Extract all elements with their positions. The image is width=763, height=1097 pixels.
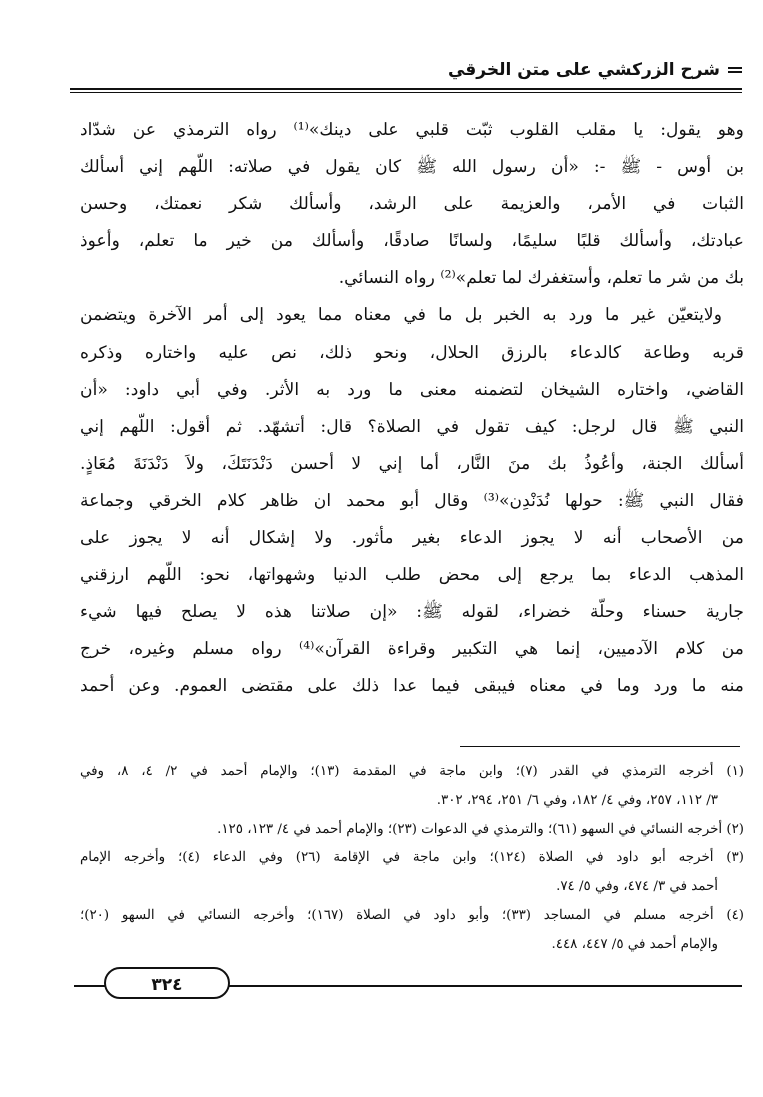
footnote-line: (٣) أخرجه أبو داود في الصلاة (١٢٤)؛ وابن ماجة في الإقامة (٢٦) وفي الدعاء (٤)؛ وأخرجه الإمام [80, 850, 744, 866]
footnote-line: (٤) أخرجه مسلم في المساجد (٣٣)؛ وأبو داود في الصلاة (١٦٧)؛ وأخرجه النسائي في السهو (٢٠)؛ [80, 907, 744, 923]
footnote-3 [80, 844, 744, 902]
text-line: المذهب الدعاء بما يرجع إلى محض طلب الدنيا وشهواتها، نحو: اللّهم ارزقني [80, 565, 744, 586]
text-line: من الأصحاب أنه لا يجوز الدعاء بغير مأثور. ولا إشكال أنه لا يجوز على [80, 528, 744, 549]
footnote-line: (١) أخرجه الترمذي في القدر (٧)؛ وابن ماجة في المقدمة (١٣)؛ والإمام أحمد في ٢/ ٤، ٨، وفي [80, 764, 744, 779]
footnote-separator [460, 746, 740, 747]
text-line: ولايتعيّن غير ما ورد به الخبر بل ما في معناه مما يعود إلى أمر الآخرة ويتضمن [80, 305, 722, 326]
text-line: بك من شر ما تعلم، وأستغفرك لما تعلم»⁽²⁾ رواه النسائي. [338, 268, 744, 289]
header-title: شرح الزركشي على متن الخرقي [447, 60, 720, 80]
text-line: من كلام الآدميين، إنما هي التكبير وقراءة القرآن»⁽⁴⁾ رواه مسلم وغيره، خرج [80, 639, 744, 660]
footnote-1 [80, 758, 744, 816]
footnote-line: والإمام أحمد في ٥/ ٤٤٧، ٤٤٨. [551, 936, 718, 952]
footnote-line: (٢) أخرجه النسائي في السهو (٦١)؛ والترمذي في الدعوات (٢٣)؛ والإمام أحمد في ٤/ ١٢٣، ١٢٥. [217, 821, 744, 837]
footnote-line: ٣/ ١١٢، ٢٥٧، وفي ٤/ ١٨٢، وفي ٦/ ٢٥١، ٢٩٤، ٣٠٢. [436, 792, 718, 808]
header-dash-ornament [728, 67, 742, 73]
header-rule [70, 88, 742, 90]
footnotes [80, 758, 744, 960]
text-line: القاضي، واختاره الشيخان لتضمنه معنى ما ورد به الأثر. وفي أبي داود: «أن [80, 379, 744, 400]
text-line: الثبات في الأمر، والعزيمة على الرشد، وأسألك شكر نعمتك، وحسن [80, 194, 744, 215]
text-line: عبادتك، وأسألك قلبًا سليمًا، ولسانًا صادقًا، وأسألك من خير ما تعلم، وأعوذ [80, 231, 744, 252]
paragraph-2 [80, 297, 744, 705]
page-number: ٣٢٤ [104, 967, 230, 999]
footnote-2 [80, 816, 744, 845]
text-line: قربه وطاعة كالدعاء بالرزق الحلال، ونحو ذلك، نص عليه واختاره وذكره [80, 342, 744, 363]
main-text [80, 112, 744, 706]
text-line: أسألك الجنة، وأعُوذُ بك منَ النَّار، أما إني لا أحسن دَنْدَنَتَكَ، ولاَ دَنْدَنَةَ مُعَاذٍ. [80, 453, 744, 474]
text-line: وهو يقول: يا مقلب القلوب ثبّت قلبي على دينك»⁽¹⁾ رواه الترمذي عن شدّاد [80, 120, 744, 140]
text-line: جارية حسناء وحلّة خضراء، لقوله ﷺ: «إن صلاتنا هذه لا يصلح فيها شيء [80, 602, 744, 623]
paragraph-1 [80, 112, 744, 297]
running-header [82, 58, 742, 82]
header-rule-thin [70, 92, 742, 93]
text-line: فقال النبي ﷺ: حولها نُدَنْدِن»⁽³⁾ وقال أبو محمد ان ظاهر كلام الخرقي وجماعة [80, 490, 744, 511]
text-line: النبي ﷺ قال لرجل: كيف تقول في الصلاة؟ قال: أتشهّد. ثم أقول: اللّهم إني [80, 416, 744, 437]
text-line: بن أوس - ﷺ -: «أن رسول الله ﷺ كان يقول في صلاته: اللّهم إني أسألك [80, 157, 744, 178]
footnote-4 [80, 902, 744, 960]
footnote-line: أحمد في ٣/ ٤٧٤، وفي ٥/ ٧٤. [556, 879, 718, 895]
text-line: منه ما ورد وما في معناه فيبقى فيما عدا ذلك على مقتضى العموم. وعن أحمد [80, 676, 744, 697]
